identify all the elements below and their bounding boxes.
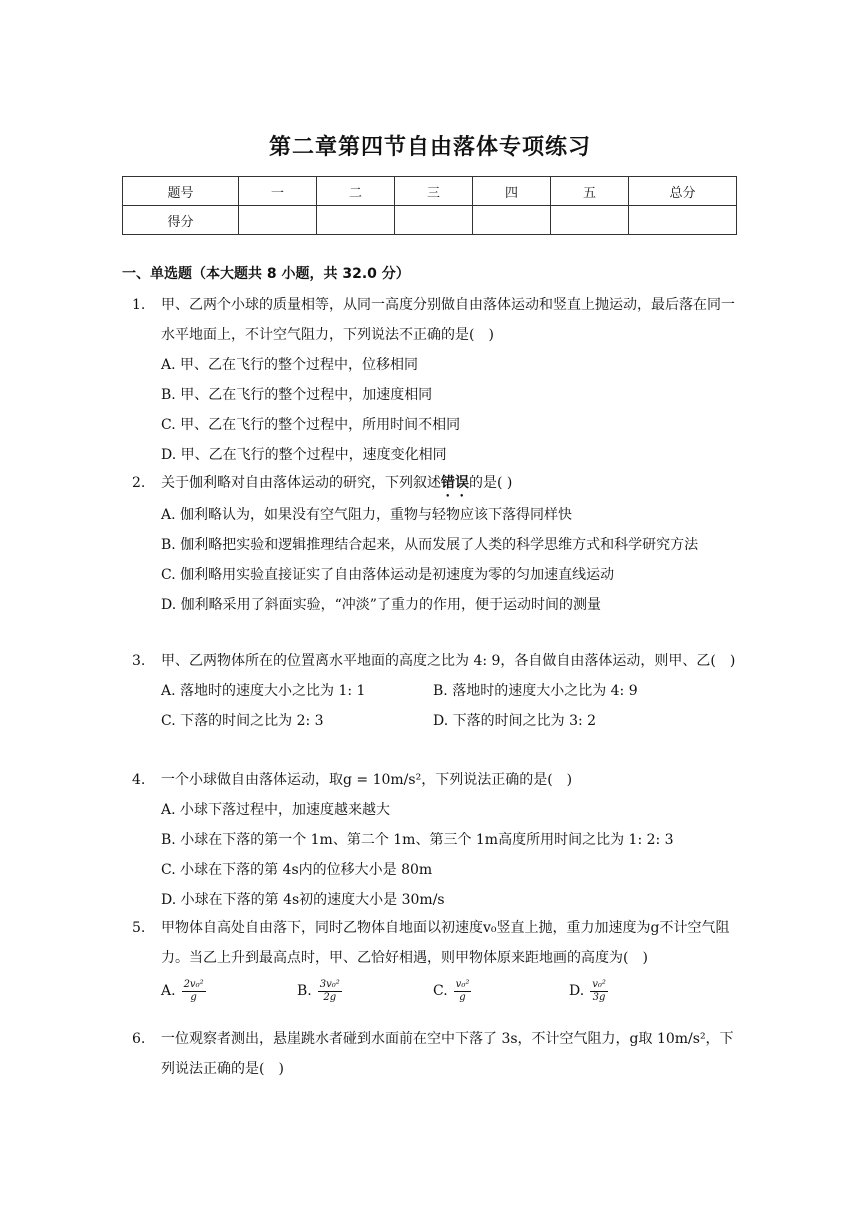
section-heading: 一、单选题（本大题共 8 小题，共 32.0 分） (122, 266, 410, 282)
question-number: 1. (132, 297, 146, 313)
option-a (161, 976, 297, 1006)
score-header-cell: 五 (551, 177, 629, 206)
option-a: A. 小球下落过程中，加速度越来越大 (161, 802, 391, 818)
score-table (122, 176, 737, 235)
question-text: 甲、乙两个小球的质量相等，从同一高度分别做自由落体运动和竖直上抛运动，最后落在同一水平地面上，不计空气阻力，下列说法不正确的是( ) (161, 297, 735, 343)
question-text: 甲、乙两物体所在的位置离水平地面的高度之比为 4: 9，各自做自由落体运动，则甲、乙( ) (161, 653, 736, 669)
fraction-numerator: v₀² (592, 978, 606, 990)
fraction (318, 979, 342, 1004)
question-text: 一位观察者测出，悬崖跳水者碰到水面前在空中下落了 3s，不计空气阻力，g取 10m/s²，下列说法正确的是( ) (161, 1031, 734, 1077)
score-table-header-row (123, 177, 737, 206)
fraction-denominator: 2g (323, 991, 337, 1003)
score-cell (473, 206, 551, 235)
option-b: B. 伽利略把实验和逻辑推理结合起来，从而发展了人类的科学思维方式和科学研究方法 (161, 537, 699, 553)
question-4 (132, 765, 742, 915)
question-number: 4. (132, 772, 146, 788)
question-2 (132, 468, 742, 620)
question-text-part: 的是( ) (469, 475, 513, 491)
fraction-denominator: 3g (592, 991, 606, 1003)
option-label: B. (297, 983, 312, 999)
option-row (161, 676, 742, 706)
option-d: D. 小球在下落的第 4s初的速度大小是 30m/s (161, 892, 445, 908)
score-cell (629, 206, 737, 235)
option-c: C. 小球在下落的第 4s内的位移大小是 80m (161, 862, 433, 878)
question-number: 5. (132, 920, 146, 936)
option-label: A. (161, 983, 176, 999)
score-cell (239, 206, 317, 235)
score-header-cell: 总分 (629, 177, 737, 206)
score-header-cell: 题号 (123, 177, 239, 206)
score-cell (317, 206, 395, 235)
option-b (297, 976, 433, 1006)
option-b: B. 落地时的速度大小之比为 4: 9 (433, 683, 638, 699)
question-number: 3. (132, 653, 146, 669)
fraction (454, 979, 472, 1004)
fraction-denominator: g (190, 991, 197, 1003)
fraction (590, 979, 608, 1004)
option-a: A. 落地时的速度大小之比为 1: 1 (161, 683, 366, 699)
option-c: C. 下落的时间之比为 2: 3 (161, 713, 324, 729)
score-header-cell: 四 (473, 177, 551, 206)
option-label: D. (569, 983, 585, 999)
fraction-numerator: 2v₀² (183, 978, 204, 990)
fraction (182, 979, 206, 1004)
option-b: B. 小球在下落的第一个 1m、第二个 1m、第三个 1m高度所用时间之比为 1: 2: 3 (161, 832, 674, 848)
score-header-cell: 一 (239, 177, 317, 206)
score-header-cell: 二 (317, 177, 395, 206)
option-c: C. 甲、乙在飞行的整个过程中，所用时间不相同 (161, 417, 461, 433)
question-1 (132, 290, 742, 470)
score-table-score-row (123, 206, 737, 235)
question-text-part: 关于伽利略对自由落体运动的研究，下列叙述 (161, 475, 441, 491)
question-text: 甲物体自高处自由落下，同时乙物体自地面以初速度v₀竖直上抛，重力加速度为g不计空气阻力。当乙上升到最高点时，甲、乙恰好相遇，则甲物体原来距地画的高度为( ) (161, 920, 730, 966)
question-number: 6. (132, 1031, 146, 1047)
emphasis-word: 错误 (441, 475, 469, 491)
option-b: B. 甲、乙在飞行的整个过程中，加速度相同 (161, 387, 433, 403)
option-c: C. 伽利略用实验直接证实了自由落体运动是初速度为零的匀加速直线运动 (161, 567, 615, 583)
page-title: 第二章第四节自由落体专项练习 (268, 135, 591, 160)
option-c (433, 976, 569, 1006)
score-header-cell: 三 (395, 177, 473, 206)
score-cell (395, 206, 473, 235)
question-number: 2. (132, 475, 146, 491)
option-d: D. 伽利略采用了斜面实验，“冲淡”了重力的作用，便于运动时间的测量 (161, 597, 601, 613)
question-text: 一个小球做自由落体运动，取g = 10m/s²，下列说法正确的是( ) (161, 772, 573, 788)
score-row-label: 得分 (123, 206, 239, 235)
option-a: A. 伽利略认为，如果没有空气阻力，重物与轻物应该下落得同样快 (161, 507, 573, 523)
option-row (161, 706, 742, 736)
question-5 (132, 913, 742, 1009)
fraction-numerator: 3v₀² (319, 978, 340, 990)
fraction-denominator: g (459, 991, 466, 1003)
question-text (161, 468, 742, 500)
option-a: A. 甲、乙在飞行的整个过程中，位移相同 (161, 357, 419, 373)
option-label: C. (433, 983, 448, 999)
question-6 (132, 1024, 742, 1084)
option-d: D. 甲、乙在飞行的整个过程中，速度变化相同 (161, 447, 447, 463)
score-cell (551, 206, 629, 235)
fraction-numerator: v₀² (455, 978, 470, 990)
option-d: D. 下落的时间之比为 3: 2 (433, 713, 597, 729)
question-3 (132, 646, 742, 736)
option-row (161, 973, 742, 1009)
option-d (569, 976, 705, 1006)
